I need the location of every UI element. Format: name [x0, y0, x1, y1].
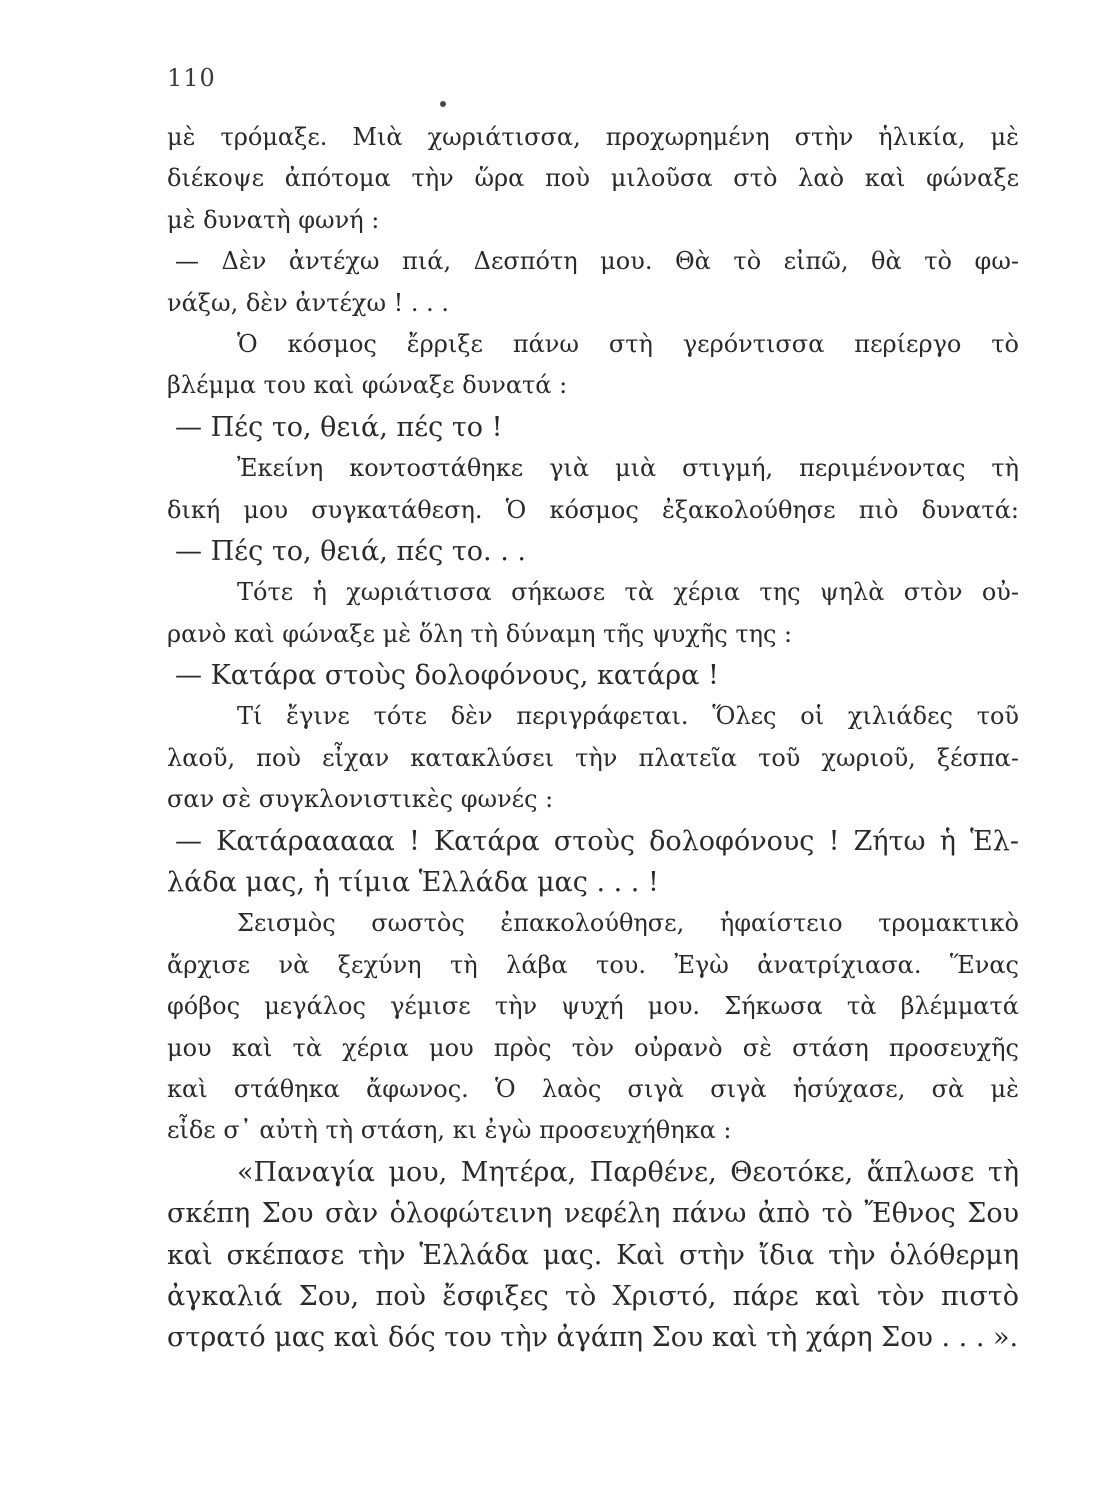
text-line: — Δὲν ἀντέχω πιά, Δεσπότη μου. Θὰ τὸ εἰπῶ, θὰ τὸ φω- — [175, 247, 1019, 276]
text-line: σαν σὲ συγκλονιστικὲς φωνές : — [167, 785, 554, 814]
text-line: — Πές το, θειά, πές το ! — [175, 411, 503, 443]
text-line: «Παναγία μου, Μητέρα, Παρθένε, Θεοτόκε, ἅπλωσε τὴ — [237, 1156, 1019, 1188]
text-line: Τότε ἡ χωριάτισσα σήκωσε τὰ χέρια της ψηλὰ στὸν οὐ- — [237, 578, 1019, 607]
ink-speck — [440, 101, 446, 107]
text-line: καὶ σκέπασε τὴν Ἑλλάδα μας. Καὶ στὴν ἴδια τὴν ὁλόθερμη — [167, 1239, 1019, 1271]
text-line: λαοῦ, ποὺ εἶχαν κατακλύσει τὴν πλατεῖα τοῦ χωριοῦ, ξέσπα- — [167, 743, 1019, 772]
text-line: Τί ἔγινε τότε δὲν περιγράφεται. Ὅλες οἱ χιλιάδες τοῦ — [237, 702, 1019, 731]
text-line: διέκοψε ἀπότομα τὴν ὥρα ποὺ μιλοῦσα στὸ λαὸ καὶ φώναξε — [167, 164, 1019, 193]
text-line: ἀγκαλιά Σου, ποὺ ἔσφιξες τὸ Χριστό, πάρε καὶ τὸν πιστὸ — [167, 1280, 1019, 1312]
text-line: Ὁ κόσμος ἔρριξε πάνω στὴ γερόντισσα περίεργο τὸ — [237, 329, 1019, 358]
text-line: μου καὶ τὰ χέρια μου πρὸς τὸν οὐρανὸ σὲ στάση προσευχῆς — [167, 1033, 1019, 1062]
text-line: σκέπη Σου σὰν ὁλοφώτεινη νεφέλη πάνω ἀπὸ τὸ Ἔθνος Σου — [167, 1198, 1019, 1230]
text-line: στρατό μας καὶ δός του τὴν ἀγάπη Σου καὶ τὴ χάρη Σου . . . ». — [167, 1322, 1019, 1354]
body-text — [167, 117, 1019, 1359]
text-line: Ἐκείνη κοντοστάθηκε γιὰ μιὰ στιγμή, περιμένοντας τὴ — [237, 454, 1019, 483]
text-line: — Πές το, θειά, πές το. . . — [175, 535, 526, 567]
text-line: λάδα μας, ἡ τίμια Ἑλλάδα μας . . . ! — [167, 867, 659, 899]
text-line: καὶ στάθηκα ἄφωνος. Ὁ λαὸς σιγὰ σιγὰ ἡσύχασε, σὰ μὲ — [167, 1074, 1019, 1103]
text-line: μὲ δυνατὴ φωνή : — [167, 205, 380, 234]
text-line: — Κατάρααααα ! Κατάρα στοὺς δολοφόνους ! Ζήτω ἡ Ἑλ- — [175, 825, 1019, 857]
text-line: Σεισμὸς σωστὸς ἐπακολούθησε, ἡφαίστειο τρομακτικὸ — [237, 909, 1019, 938]
text-line: ἄρχισε νὰ ξεχύνη τὴ λάβα του. Ἐγὼ ἀνατρίχιασα. Ἕνας — [167, 950, 1019, 979]
text-line: ρανὸ καὶ φώναξε μὲ ὅλη τὴ δύναμη τῆς ψυχῆς της : — [167, 619, 793, 648]
page-number: 110 — [167, 64, 216, 92]
text-line: δική μου συγκατάθεση. Ὁ κόσμος ἐξακολούθησε πιὸ δυνατά: — [167, 495, 1019, 524]
text-line: εἶδε σ᾿ αὐτὴ τὴ στάση, κι ἐγὼ προσευχήθηκα : — [167, 1116, 732, 1145]
text-line: νάξω, δὲν ἀντέχω ! . . . — [167, 288, 450, 317]
text-line: φόβος μεγάλος γέμισε τὴν ψυχή μου. Σήκωσα τὰ βλέμματά — [167, 992, 1019, 1021]
text-line: — Κατάρα στοὺς δολοφόνους, κατάρα ! — [175, 660, 719, 692]
text-line: βλέμμα του καὶ φώναξε δυνατά : — [167, 371, 568, 400]
text-line: μὲ τρόμαξε. Μιὰ χωριάτισσα, προχωρημένη στὴν ἡλικία, μὲ — [167, 123, 1019, 151]
